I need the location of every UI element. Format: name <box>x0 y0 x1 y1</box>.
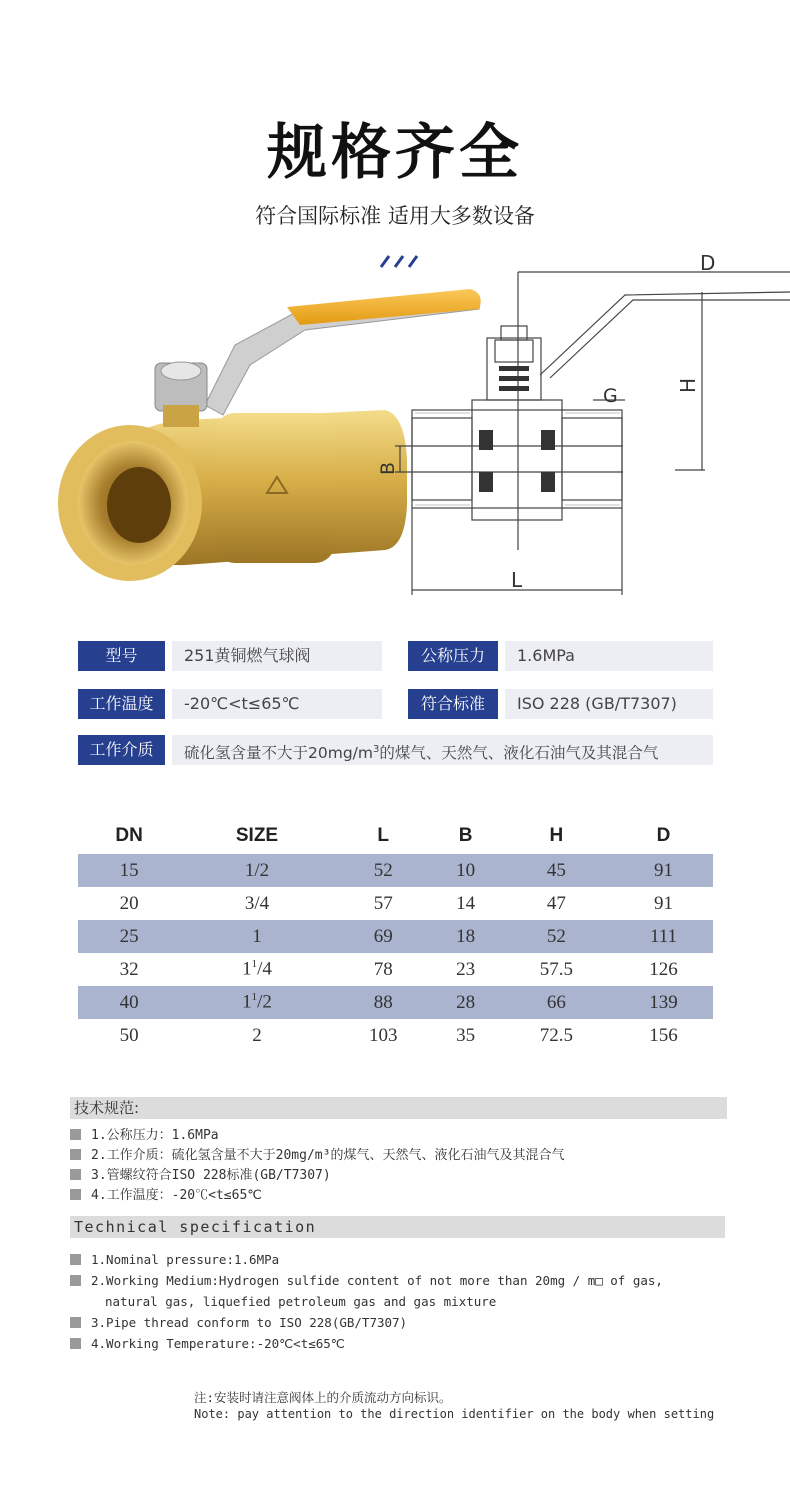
cell-b: 35 <box>456 1024 476 1046</box>
diagram-label-b: B <box>377 461 399 475</box>
cell-size <box>180 986 334 1019</box>
note-cn: 注:安装时请注意阀体上的介质流动方向标识。 <box>194 1390 452 1405</box>
header-b: B <box>458 825 473 846</box>
cell-b: 14 <box>456 892 476 914</box>
diagram-label-l: L <box>511 568 523 592</box>
cell-l: 88 <box>334 986 433 1019</box>
cell-size: 1 <box>180 920 334 953</box>
cell-dn: 40 <box>78 986 180 1019</box>
size-whole: 1 <box>242 991 252 1013</box>
cell-h: 57.5 <box>539 958 573 980</box>
header-size: SIZE <box>235 825 279 846</box>
spec-value-medium <box>172 735 713 765</box>
dimension-table <box>78 818 713 1052</box>
list-item-text: 3.管螺纹符合ISO 228标准(GB/T7307) <box>91 1168 331 1183</box>
size-fraction-numerator: 1 <box>251 991 258 1004</box>
cell-b: 18 <box>433 920 499 953</box>
cell-dn: 20 <box>119 892 139 914</box>
cell-l: 103 <box>368 1024 398 1046</box>
spec-label-standard: 符合标准 <box>408 689 498 719</box>
list-item-text: 1.公称压力：1.6MPa <box>91 1128 219 1143</box>
table-row <box>78 953 713 986</box>
cell-d: 91 <box>614 854 713 887</box>
list-item-text: 1.Nominal pressure:1.6MPa <box>91 1252 280 1267</box>
cell-size: 3/4 <box>244 892 270 914</box>
cell-d: 156 <box>649 1024 678 1046</box>
cell-dn: 15 <box>78 854 180 887</box>
bullet-square-icon <box>70 1338 81 1349</box>
table-row <box>78 920 713 953</box>
spec-value-temperature: -20℃<t≤65℃ <box>172 689 382 719</box>
bullet-square-icon <box>70 1129 81 1140</box>
tech-spec-en-heading: Technical specification <box>70 1216 725 1238</box>
table-row <box>78 1019 713 1052</box>
list-item-text: 3.Pipe thread conform to ISO 228(GB/T7307) <box>91 1315 408 1330</box>
spec-value-standard: ISO 228 (GB/T7307) <box>505 689 713 719</box>
cell-dn: 32 <box>119 958 139 980</box>
cell-h: 72.5 <box>539 1024 573 1046</box>
cell-l: 57 <box>373 892 393 914</box>
table-row <box>78 887 713 920</box>
cell-dn: 50 <box>119 1024 139 1046</box>
note-en: Note: pay attention to the direction identifier on the body when setting <box>194 1407 715 1421</box>
bullet-square-icon <box>70 1149 81 1160</box>
cell-l: 78 <box>373 958 393 980</box>
cell-d: 139 <box>614 986 713 1019</box>
valve-dimension-diagram <box>375 250 790 600</box>
header-h: H <box>549 825 564 846</box>
list-item <box>70 1335 345 1353</box>
cell-d: 91 <box>654 892 674 914</box>
cell-size: 1/2 <box>180 854 334 887</box>
medium-text-b: 的煤气、天然气、液化石油气及其混合气 <box>379 744 659 763</box>
header-l: L <box>377 825 390 846</box>
list-item <box>70 1147 564 1165</box>
tech-spec-cn-heading: 技术规范: <box>70 1097 727 1119</box>
list-item <box>70 1167 331 1185</box>
spec-label-temperature: 工作温度 <box>78 689 165 719</box>
spec-label-medium: 工作介质 <box>78 735 165 765</box>
table-header-row <box>78 818 713 854</box>
cell-b: 10 <box>433 854 499 887</box>
size-fraction-denominator: /2 <box>257 991 272 1013</box>
cell-h: 47 <box>546 892 566 914</box>
cell-l: 69 <box>334 920 433 953</box>
size-fraction-numerator: 1 <box>251 958 258 971</box>
header-dn: DN <box>115 825 143 846</box>
list-item-continuation: natural gas, liquefied petroleum gas and gas mixture <box>105 1294 497 1309</box>
cell-b: 23 <box>456 958 476 980</box>
size-fraction-denominator: /4 <box>257 958 272 980</box>
cell-l: 52 <box>334 854 433 887</box>
cell-dn: 25 <box>78 920 180 953</box>
cell-size: 2 <box>252 1024 262 1046</box>
spec-label-pressure: 公称压力 <box>408 641 498 671</box>
medium-superscript: 3 <box>372 744 380 755</box>
spec-label-model: 型号 <box>78 641 165 671</box>
spec-value-pressure: 1.6MPa <box>505 641 713 671</box>
page-subtitle: 符合国际标准 适用大多数设备 <box>255 204 535 228</box>
table-row <box>78 854 713 887</box>
table-row <box>78 986 713 1019</box>
cell-d: 126 <box>649 958 678 980</box>
list-item-text: 4.Working Temperature:-20℃<t≤65℃ <box>91 1336 345 1351</box>
list-item <box>70 1272 663 1290</box>
spec-value-model: 251黄铜燃气球阀 <box>172 641 382 671</box>
list-item <box>70 1187 262 1205</box>
list-item <box>70 1314 407 1332</box>
bullet-square-icon <box>70 1169 81 1180</box>
header-d: D <box>656 825 671 846</box>
diagram-label-d: D <box>700 251 716 275</box>
medium-text-a: 硫化氢含量不大于20mg/m <box>184 744 373 763</box>
list-item-text: 2.工作介质：硫化氢含量不大于20mg/m³的煤气、天然气、液化石油气及其混合气 <box>91 1148 565 1163</box>
cell-h: 52 <box>499 920 614 953</box>
bullet-square-icon <box>70 1317 81 1328</box>
list-item-text: 4.工作温度：-20℃<t≤65℃ <box>91 1188 262 1203</box>
cell-d: 111 <box>614 920 713 953</box>
bullet-square-icon <box>70 1189 81 1200</box>
size-whole: 1 <box>242 958 252 980</box>
list-item <box>70 1251 279 1269</box>
diagram-label-g: G <box>603 385 618 407</box>
cell-size <box>180 953 334 986</box>
bullet-square-icon <box>70 1254 81 1265</box>
cell-b: 28 <box>433 986 499 1019</box>
cell-h: 45 <box>499 854 614 887</box>
diagram-label-h: H <box>676 377 700 393</box>
cell-h: 66 <box>499 986 614 1019</box>
page-title: 规格齐全 <box>267 118 523 188</box>
list-item-text: 2.Working Medium:Hydrogen sulfide content of not more than 20mg / m□ of gas, <box>91 1273 663 1288</box>
bullet-square-icon <box>70 1275 81 1286</box>
list-item <box>70 1127 219 1145</box>
